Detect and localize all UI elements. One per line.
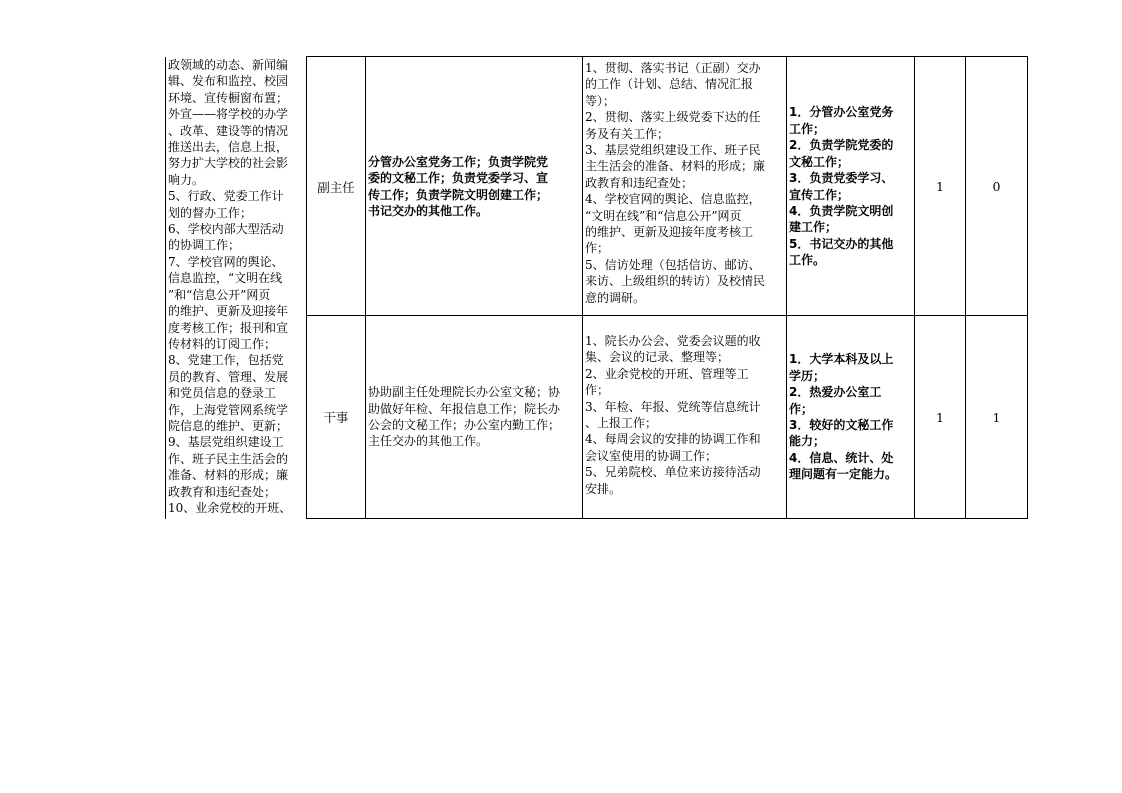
border-bottom — [306, 518, 1028, 519]
duties-text: 协助副主任处理院长办公室文秘；协 助做好年检、年报信息工作；院长办 公会的文秘工作；办公室内勤工作； 主任交办的其他工作。 — [368, 385, 561, 449]
count-a-cell: 1 — [936, 179, 944, 194]
details-cell: 1、院长办公会、党委会议题的收 集、会议的记录、整理等； 2、业余党校的开班、管理等工 作； 3、年检、年报、党统等信息统计 、上报工作； 4、每周会议的安排的协调工作和 会议室使用的协调工作； 5、兄弟院校、单位来访接待活动 安排。 — [585, 334, 761, 496]
border-col3 — [582, 57, 583, 519]
border-mid — [306, 315, 1028, 316]
border-col2 — [365, 57, 366, 519]
requirements-cell — [789, 57, 913, 316]
continuation-text: 政领域的动态、新闻编 辑、发布和监控、校园 环境、宣传橱窗布置； 外宣——将学校的办学 、改革、建设等的情况 推送出去，信息上报， 努力扩大学校的社会影 响力。 5、行政、党委工作计 划的督办工作； 6、学校内部大型活动 的协调工作； 7、学校官网的舆论、 信息监控，“文明在线 ”和“信息公开”网页 的维护、更新及迎接年 度考核工作；报刊和宣 传材料的订阅工作； 8、党建工作，包括党 员的教育、管理、发展 和党员信息的登录工 作，上海党管网系统学 院信息的维护、更新； 9、基层党组织建设工 作、班子民主生活会的 准备、材料的形成；廉 政教育和违纪查处； 10、业余党校的开班、 — [168, 58, 292, 515]
duties-cell — [368, 57, 582, 316]
requirements-text: 1．分管办公室党务 工作； 2．负责学院党委的 文秘工作； 3．负责党委学习、 宣传工作； 4．负责学院文明创 建工作； 5．书记交办的其他 工作。 — [789, 105, 894, 268]
border-col6 — [965, 57, 966, 519]
border-left — [165, 57, 166, 519]
position-cell: 副主任 — [317, 179, 355, 195]
details-cell: 1、贯彻、落实书记（正副）交办 的工作（计划、总结、情况汇报 等）； 2、贯彻、落实上级党委下达的任 务及有关工作； 3、基层党组织建设工作、班子民 主生活会的准备、材料的形成；廉 政教育和违纪查处； 4、学校官网的舆论、信息监控， “文明在线”和“信息公开”网页 的维护、更新及迎接年度考核工 作； 5、信访处理（包括信访、邮访、 来访、上级组织的转访）及校情民 意的调研。 — [585, 61, 766, 305]
border-right — [1027, 57, 1028, 519]
requirements-cell — [789, 316, 913, 518]
requirements-text: 1．大学本科及以上 学历； 2．热爱办公室工 作； 3．较好的文秘工作 能力； 4．信息、统计、处 理问题有一定能力。 — [789, 352, 898, 482]
count-b-cell: 1 — [992, 409, 1001, 425]
count-a-cell: 1 — [936, 409, 944, 425]
count-b-cell: 0 — [992, 179, 1001, 194]
border-col5 — [914, 57, 915, 519]
border-top — [306, 56, 1028, 57]
duties-cell — [368, 316, 582, 518]
border-col1 — [306, 57, 307, 519]
border-col4 — [786, 57, 787, 519]
position-cell: 干事 — [323, 410, 349, 425]
duties-text: 分管办公室党务工作；负责学院党 委的文秘工作；负责党委学习、宣 传工作；负责学院文明创建工作； 书记交办的其他工作。 — [368, 154, 549, 218]
